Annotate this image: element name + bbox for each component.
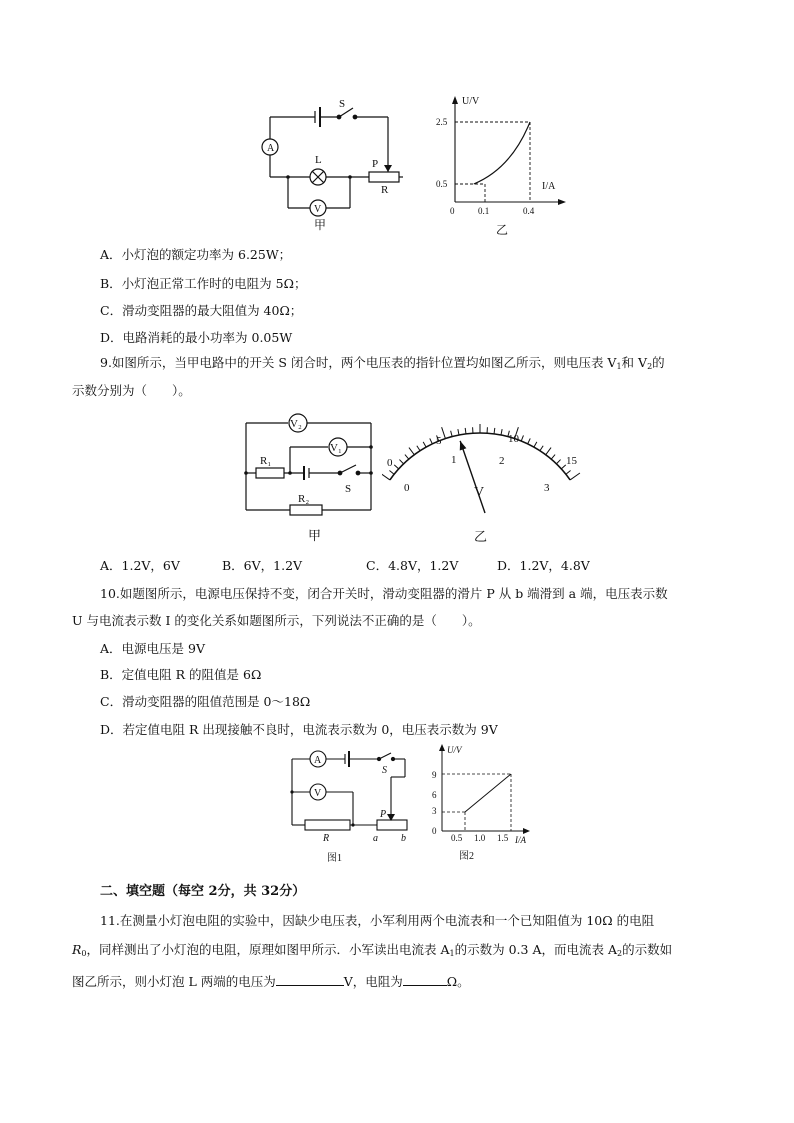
q10-circuit-figure <box>285 745 415 865</box>
dial-tick <box>570 473 580 480</box>
q8-xtick-0: 0 <box>450 206 455 216</box>
q11-line1: 11.在测量小灯泡电阻的实验中，因缺少电压表，小军利用两个电流表和一个已知阻值为 10Ω 的电阻 <box>100 913 655 928</box>
q10-switch-label: S <box>382 765 387 776</box>
q11-blank-voltage[interactable] <box>276 972 344 986</box>
dial-tick <box>566 471 571 475</box>
q8-xlabel: I/A <box>542 181 556 192</box>
q8-xtick-0.4: 0.4 <box>523 206 535 216</box>
q9-r1-label: R₁ <box>260 455 272 467</box>
q9-v2-label: V₂ <box>290 418 302 430</box>
q9-circuit-figure <box>238 410 383 550</box>
dial-tick <box>551 455 555 460</box>
q9-dial-arc <box>390 433 570 480</box>
q11-blank-resistance[interactable] <box>403 972 447 986</box>
q9-circuit-caption: 甲 <box>308 528 322 543</box>
q8-circuit-diagram <box>255 95 405 235</box>
q10-ui-line <box>465 774 511 812</box>
q9-option-b: B．6V，1.2V <box>222 558 303 573</box>
q8-rheostat-label: R <box>381 184 389 196</box>
q9-circuit-diagram <box>238 410 383 550</box>
q10-r-label: R <box>323 833 330 844</box>
q8-option-b: B．小灯泡正常工作时的电阻为 5Ω； <box>100 276 307 291</box>
dial-tick <box>405 455 409 460</box>
q9-v1-label: V₁ <box>330 442 342 454</box>
q8-circuit-figure <box>255 95 405 235</box>
dial-tick <box>399 460 403 464</box>
q10-a-label: a <box>373 833 378 844</box>
dial-tick <box>501 429 502 435</box>
q9-upper-0: 0 <box>387 457 393 469</box>
q8-ytick-0.5: 0.5 <box>436 179 448 189</box>
q10-xtick-1.0: 1.0 <box>474 833 486 843</box>
dial-tick <box>417 446 420 451</box>
q8-xtick-0.1: 0.1 <box>478 206 490 216</box>
dial-tick <box>458 429 459 435</box>
dial-tick <box>442 427 446 438</box>
q9-lower-1: 1 <box>451 454 457 466</box>
q9-option-a: A．1.2V，6V <box>100 558 180 573</box>
q10-option-b: B．定值电阻 R 的阻值是 6Ω <box>100 667 262 682</box>
q10-stem-line2: U 与电流表示数 I 的变化关系如题图所示，下列说法不正确的是（ ）。 <box>72 613 481 628</box>
dial-tick <box>534 442 537 447</box>
q10-circuit-caption: 图1 <box>327 853 342 864</box>
q10-xlabel: I/A <box>515 835 526 845</box>
dial-tick <box>394 465 398 469</box>
dial-tick <box>528 438 531 443</box>
q9-voltmeter-dial <box>382 408 582 550</box>
q9-stem-line1: 9.如图所示，当甲电路中的开关 S 闭合时，两个电压表的指针位置均如图乙所示，则电压表 $V_1$和 $V_2$的 <box>100 355 665 371</box>
q9-lower-0: 0 <box>404 482 410 494</box>
q8-ammeter-label: A <box>267 143 275 154</box>
q8-slider-label: P <box>372 158 379 170</box>
q8-ytick-2.5: 2.5 <box>436 117 448 127</box>
q10-ytick-9: 9 <box>432 770 437 780</box>
q10-b-label: b <box>401 833 406 844</box>
q9-needle <box>460 441 485 513</box>
q11-line3: 图乙所示，则小灯泡 L 两端的电压为 V，电阻为 Ω。 <box>72 974 470 989</box>
q10-ammeter-label: A <box>314 755 322 766</box>
q8-lamp-label: L <box>315 154 322 166</box>
dial-tick <box>382 473 390 480</box>
section-2-title: 二、填空题（每空 2分，共 32分） <box>100 884 306 899</box>
dial-tick <box>430 438 433 443</box>
q9-option-d: D．1.2V，4.8V <box>497 558 590 573</box>
q10-circuit-diagram <box>285 745 415 865</box>
q9-stem-line2: 示数分别为（ ）。 <box>72 383 191 398</box>
q9-switch-label: S <box>345 483 352 495</box>
q8-graph-figure <box>430 92 570 237</box>
dial-tick <box>409 448 414 455</box>
q9-needle-head <box>460 441 467 451</box>
q10-graph-caption: 图2 <box>459 851 474 862</box>
dial-tick <box>423 442 426 447</box>
dial-tick <box>389 471 394 475</box>
q9-upper-5: 5 <box>436 435 442 447</box>
q10-ytick-0: 0 <box>432 826 437 836</box>
q10-p-label: P <box>380 809 387 820</box>
q10-ui-graph <box>425 743 540 865</box>
q8-voltmeter-label: V <box>314 204 322 215</box>
q10-xtick-0.5: 0.5 <box>451 833 463 843</box>
q10-ytick-3: 3 <box>432 806 437 816</box>
dial-tick <box>494 428 495 434</box>
q9-unit-label: V <box>474 485 485 500</box>
q10-option-d: D．若定值电阻 R 出现接触不良时，电流表示数为 0，电压表示数为 9V <box>100 722 498 737</box>
q9-option-c: C．4.8V，1.2V <box>366 558 459 573</box>
q8-option-d: D．电路消耗的最小功率为 0.05W <box>100 330 293 345</box>
q10-option-a: A．电源电压是 9V <box>100 641 205 656</box>
q8-ui-graph <box>430 92 570 237</box>
dial-tick <box>465 428 466 434</box>
dial-tick <box>556 460 560 464</box>
q9-r2-label: R₂ <box>298 493 310 505</box>
q8-circuit-caption: 甲 <box>314 218 327 232</box>
q11-line2: $R_0$，同样测出了小灯泡的电阻，原理如图甲所示．小军读出电流表 $A_1$的示数为 0.3 A，而电流表 $A_2$的示数如 <box>72 942 673 958</box>
dial-tick <box>451 431 453 437</box>
q9-meter-caption: 乙 <box>474 529 488 544</box>
q10-stem-line1: 10.如题图所示，电源电压保持不变，闭合开关时，滑动变阻器的滑片 P 从 b 端滑到 a 端，电压表示数 <box>100 586 668 601</box>
q8-option-a: A．小灯泡的额定功率为 6.25W； <box>100 247 292 262</box>
q10-voltmeter-label: V <box>314 788 322 799</box>
dial-tick <box>540 446 543 451</box>
q9-upper-15: 15 <box>566 455 577 467</box>
q8-option-c: C．滑动变阻器的最大阻值为 40Ω； <box>100 303 303 318</box>
q10-ylabel: U/V <box>447 745 462 755</box>
q9-lower-3: 3 <box>544 482 550 494</box>
q9-upper-10: 10 <box>508 433 519 445</box>
dial-tick <box>521 435 523 441</box>
q8-graph-caption: 乙 <box>496 223 509 237</box>
dial-tick <box>546 448 551 455</box>
q8-ylabel: U/V <box>462 96 480 107</box>
q10-ytick-6: 6 <box>432 790 437 800</box>
q10-xtick-1.5: 1.5 <box>497 833 509 843</box>
q9-lower-2: 2 <box>499 455 505 467</box>
q8-switch-label: S <box>339 98 346 110</box>
q10-graph-figure <box>425 743 540 865</box>
q10-option-c: C．滑动变阻器的阻值范围是 0～18Ω <box>100 694 311 709</box>
q8-ui-curve <box>474 122 530 184</box>
q9-meter-figure <box>382 408 582 550</box>
